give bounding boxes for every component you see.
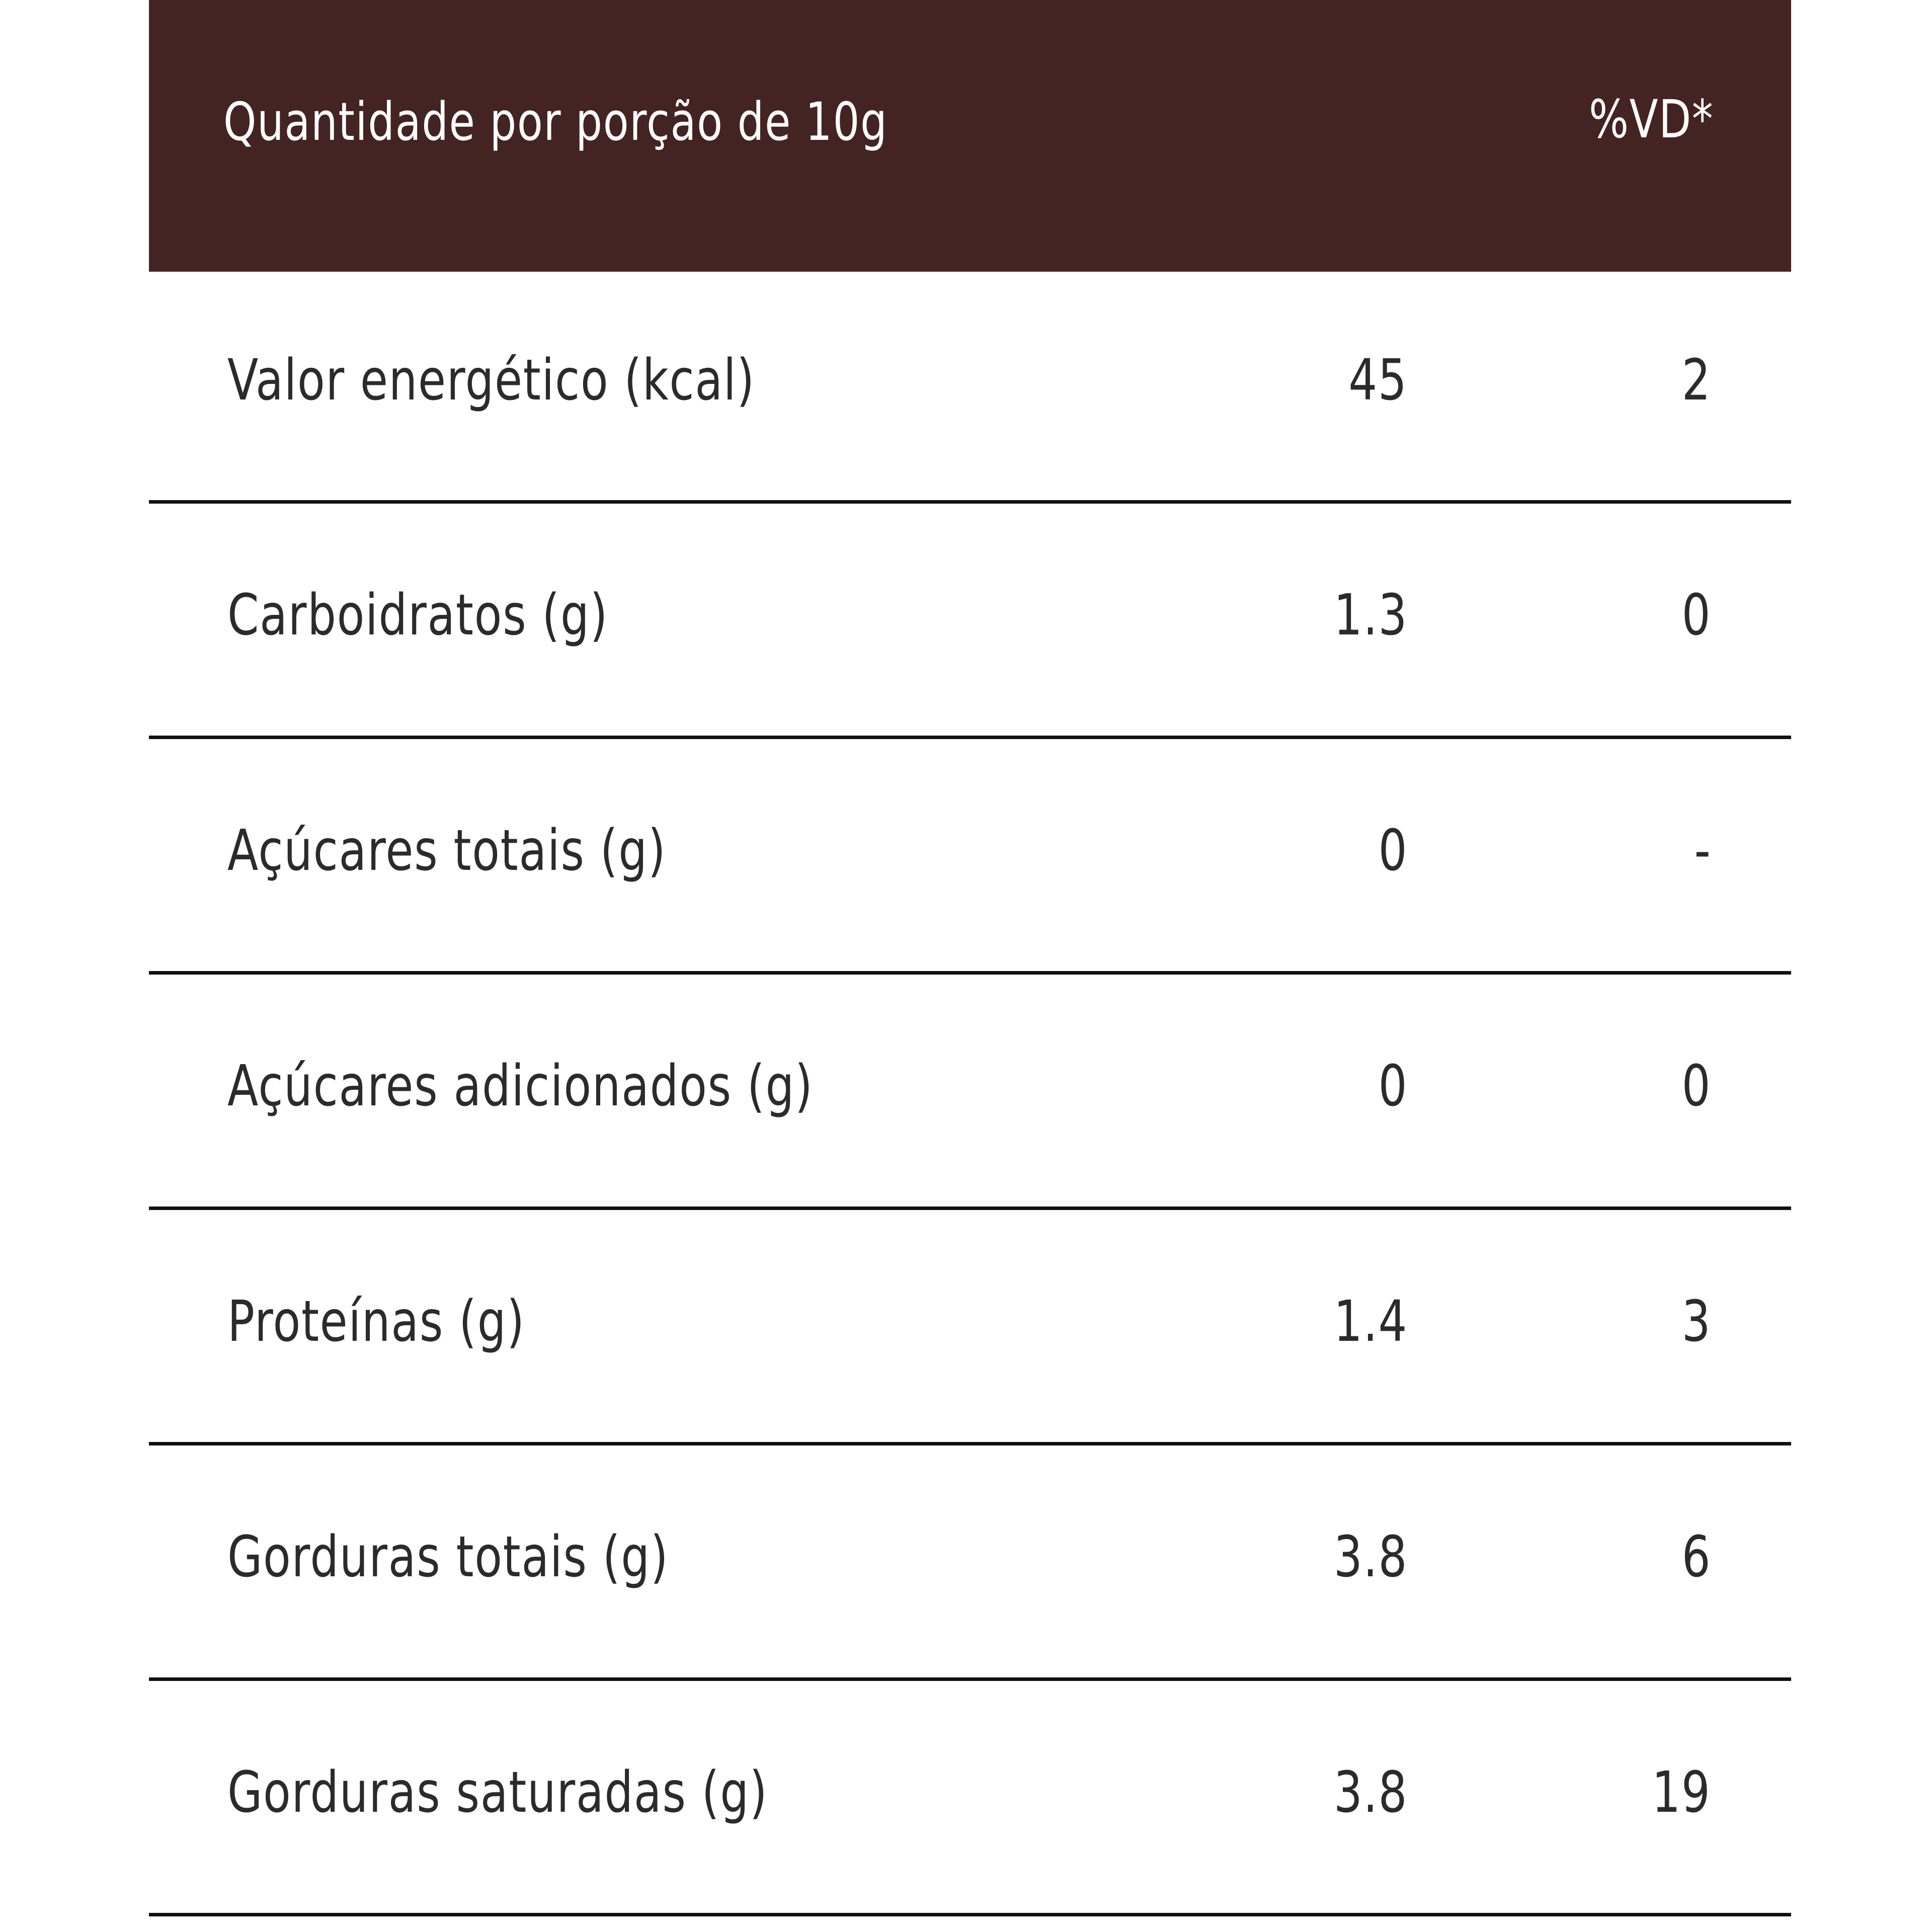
nutrient-amount: 1.4: [1333, 1289, 1408, 1354]
nutrient-vd: -: [1694, 818, 1711, 883]
header-vd-label: %VD*: [1588, 89, 1714, 150]
table-row: [149, 272, 1791, 504]
nutrient-label: Açúcares adicionados (g): [227, 1054, 814, 1119]
nutrition-table: [149, 0, 1791, 1916]
nutrient-label: Carboidratos (g): [227, 583, 609, 648]
nutrient-amount: 1.3: [1333, 583, 1408, 648]
table-row: [149, 504, 1791, 739]
nutrient-label: Açúcares totais (g): [227, 818, 667, 883]
nutrient-amount: 3.8: [1333, 1760, 1408, 1825]
nutrient-label: Proteínas (g): [227, 1289, 525, 1354]
nutrient-label: Gorduras totais (g): [227, 1524, 669, 1590]
header-title: Quantidade por porção de 10g: [223, 91, 888, 152]
table-row: [149, 1445, 1791, 1681]
nutrient-label: Gorduras saturadas (g): [227, 1760, 768, 1825]
nutrient-amount: 0: [1378, 1054, 1408, 1119]
nutrient-vd: 3: [1681, 1289, 1711, 1354]
table-row: [149, 739, 1791, 975]
nutrient-amount: 0: [1378, 818, 1408, 883]
nutrient-vd: 6: [1681, 1524, 1711, 1590]
nutrient-amount: 3.8: [1333, 1524, 1408, 1590]
nutrient-amount: 45: [1348, 348, 1408, 413]
table-row: [149, 975, 1791, 1210]
table-row: [149, 1210, 1791, 1445]
table-row: [149, 1681, 1791, 1916]
nutrient-vd: 19: [1652, 1760, 1711, 1825]
nutrient-label: Valor energético (kcal): [227, 348, 755, 413]
nutrient-vd: 0: [1681, 583, 1711, 648]
nutrient-vd: 0: [1681, 1054, 1711, 1119]
table-header: [149, 0, 1791, 272]
nutrient-vd: 2: [1681, 348, 1711, 413]
